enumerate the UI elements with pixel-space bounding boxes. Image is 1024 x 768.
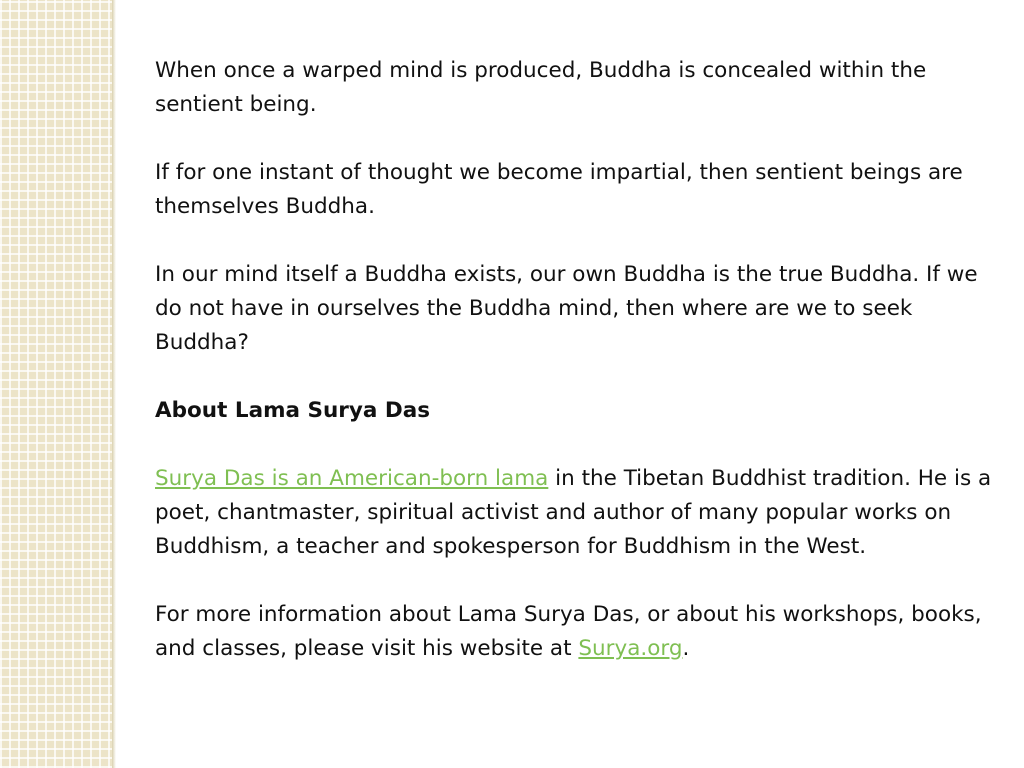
spacer xyxy=(155,564,1000,598)
quote-paragraph-2: If for one instant of thought we become impartial, then sentient beings are themselves Buddha. xyxy=(155,160,963,219)
decorative-side-pattern xyxy=(0,0,112,768)
slide-content xyxy=(155,54,1000,666)
bio-link[interactable]: Surya Das is an American-born lama xyxy=(155,466,549,491)
quote-paragraph-3: In our mind itself a Buddha exists, our own Buddha is the true Buddha. If we do not have in ourselves the Buddha mind, then where are we to seek Buddha? xyxy=(155,262,978,355)
spacer xyxy=(155,122,1000,156)
more-info-text: For more information about Lama Surya Das, or about his workshops, books, and classes, please visit his website at xyxy=(155,602,982,661)
more-info-paragraph xyxy=(155,598,1000,666)
spacer xyxy=(155,360,1000,394)
bio-paragraph xyxy=(155,462,1000,564)
spacer xyxy=(155,224,1000,258)
section-heading: About Lama Surya Das xyxy=(155,398,431,423)
website-link[interactable]: Surya.org xyxy=(578,636,683,661)
quote-paragraph-1: When once a warped mind is produced, Buddha is concealed within the sentient being. xyxy=(155,58,927,117)
more-info-end: . xyxy=(682,636,690,661)
bio-text: in the Tibetan Buddhist tradition. He is a poet, chantmaster, spiritual activist and author of many popular works on Buddhism, a teacher and spokesperson for Buddhism in the West. xyxy=(155,466,992,559)
side-pattern-edge xyxy=(112,0,116,768)
spacer xyxy=(155,428,1000,462)
